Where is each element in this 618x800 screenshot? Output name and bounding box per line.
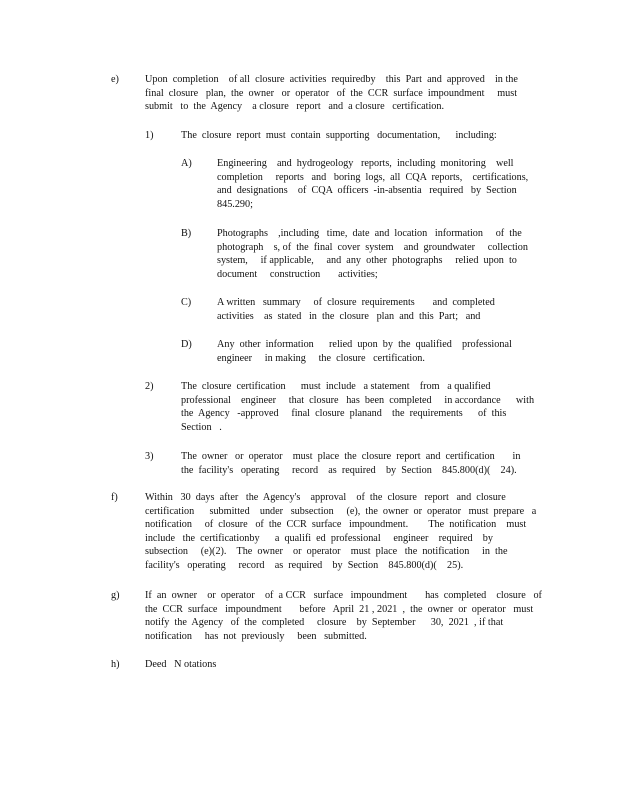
subparagraph-e-1-text — [181, 129, 521, 143]
text-line: Within 30 days after the Agency's approval of the closure report and closure — [145, 492, 506, 503]
paragraph-h-text — [145, 658, 345, 672]
text-line: 845.290; — [217, 198, 253, 210]
subparagraph-e-2-text — [181, 380, 536, 434]
heading-deed-notations: Deed N otations — [145, 659, 217, 670]
marker-e-3: 3) — [145, 451, 154, 462]
text-line: completion reports and boring logs, all CQA reports, certifications, — [217, 171, 529, 183]
marker-e-2: 2) — [145, 381, 154, 392]
paragraph-f-text — [145, 491, 540, 573]
text-line: facility's operating record as required by Section 845.800(d)( 25). — [145, 559, 464, 571]
text-line: activities as stated in the closure plan and this Part; and — [217, 310, 481, 322]
text-line: include the certificationby a qualifi ed professional engineer required by — [145, 532, 493, 544]
text-line: the facility's operating record as required by Section 845.800(d)( 24). — [181, 464, 517, 476]
text-line: If an owner or operator of a CCR surface impoundment has completed closure of — [145, 590, 542, 601]
text-line: The owner or operator must place the closure report and certification in — [181, 451, 521, 462]
marker-g: g) — [111, 590, 120, 601]
text-line: engineer in making the closure certification. — [217, 352, 425, 364]
text-line: and designations of CQA officers -in-absentia required by Section — [217, 185, 517, 197]
clause-e-1-c-text — [217, 296, 532, 323]
text-line: The closure certification must include a statement from a qualified — [181, 381, 491, 392]
text-line: Any other information relied upon by the qualified professional — [217, 339, 512, 350]
text-line: certification submitted under subsection (e), the owner or operator must prepare a — [145, 505, 537, 517]
text-line: Upon completion of all closure activities requiredby this Part and approved in the — [145, 74, 518, 85]
marker-a: A) — [181, 158, 192, 169]
text-line: A written summary of closure requirements and completed — [217, 297, 495, 308]
subparagraph-e-3-text — [181, 450, 531, 477]
paragraph-g-text — [145, 589, 540, 643]
text-line: the CCR surface impoundment before April 21 , 2021 , the owner or operator must — [145, 603, 534, 615]
text-line: notification has not previously been submitted. — [145, 630, 367, 642]
text-line: photograph s, of the final cover system and groundwater collection — [217, 241, 528, 253]
text-line: notification of closure of the CCR surface impoundment. The notification must — [145, 519, 527, 531]
marker-b: B) — [181, 228, 192, 239]
marker-h: h) — [111, 659, 120, 670]
clause-e-1-b-text — [217, 227, 532, 281]
marker-f: f) — [111, 492, 118, 503]
text-line: submit to the Agency a closure report and a closure certification. — [145, 101, 445, 113]
paragraph-e-text — [145, 73, 540, 114]
marker-c: C) — [181, 297, 192, 308]
marker-e-1: 1) — [145, 130, 154, 141]
text-line: final closure plan, the owner or operator of the CCR surface impoundment must — [145, 87, 518, 99]
text-line: The closure report must contain supporting documentation, including: — [181, 130, 497, 141]
text-line: professional engineer that closure has been completed in accordance with — [181, 394, 535, 406]
text-line: system, if applicable, and any other photographs relied upon to — [217, 255, 517, 267]
text-line: Engineering and hydrogeology reports, including monitoring well — [217, 158, 514, 169]
clause-e-1-a-text — [217, 157, 532, 211]
text-line: subsection (e)(2). The owner or operator must place the notification in the — [145, 546, 508, 558]
marker-e: e) — [111, 74, 119, 85]
marker-d: D) — [181, 339, 192, 350]
text-line: the Agency -approved final closure planand the requirements of this — [181, 408, 507, 420]
text-line: Photographs ,including time, date and location information of the — [217, 228, 522, 239]
clause-e-1-d-text — [217, 338, 532, 365]
text-line: notify the Agency of the completed closure by September 30, 2021 , if that — [145, 617, 504, 629]
text-line: Section . — [181, 421, 222, 433]
text-line: document construction activities; — [217, 268, 378, 280]
